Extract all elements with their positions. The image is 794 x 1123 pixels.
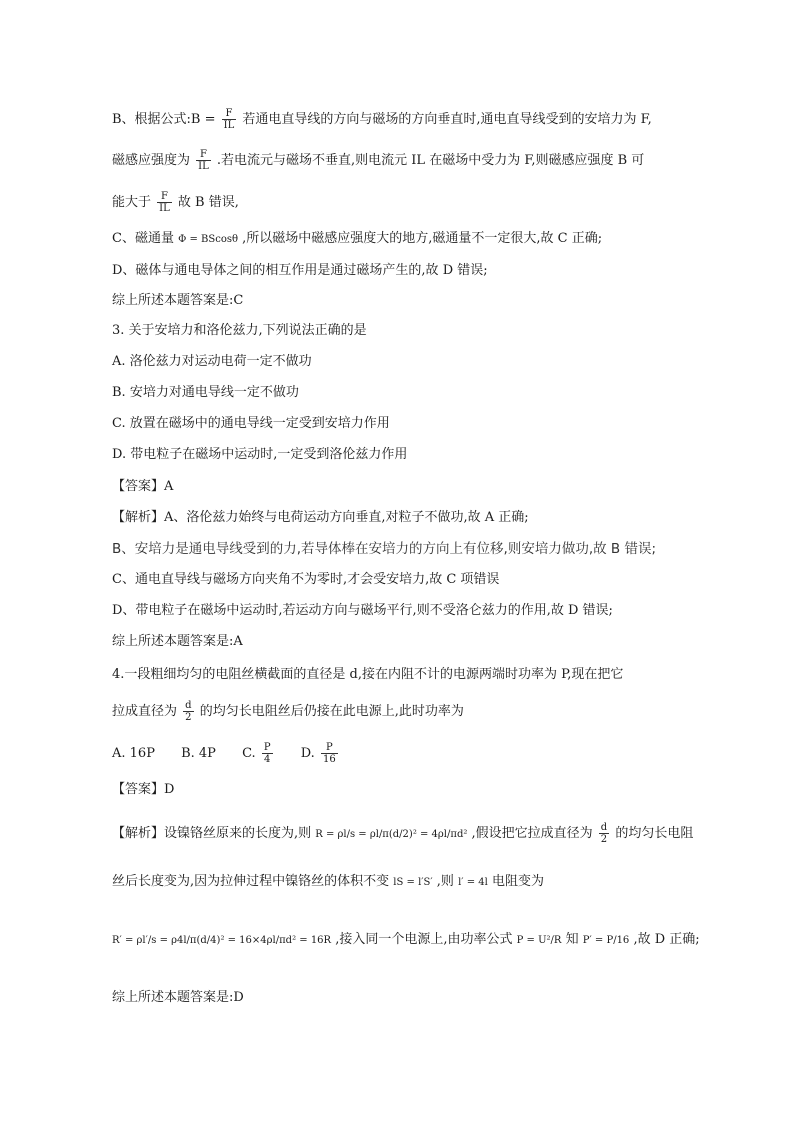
fraction-numerator: P — [321, 742, 338, 754]
option-c: C. 放置在磁场中的通电导线一定受到安培力作用 — [112, 416, 390, 431]
explanation-line — [112, 930, 700, 951]
formula: R = ρl/s = ρl/π(d/2)² = 4ρl/πd² — [315, 829, 468, 840]
text-span: 若通电直导线的方向与磁场的方向垂直时,通电直导线受到的安培力为 F, — [242, 112, 652, 127]
answer-summary: 综上所述本题答案是:C — [112, 293, 244, 308]
options-row — [112, 742, 340, 765]
text-span: ,接入同一个电源上,由功率公式 — [335, 932, 513, 947]
answer: 【答案】D — [112, 782, 175, 797]
fraction-numerator: F — [222, 108, 237, 120]
option-d: D. — [300, 746, 315, 761]
fraction — [262, 742, 273, 765]
fraction-denominator: 2 — [600, 834, 608, 845]
text-span: 故 B 错误, — [177, 195, 239, 210]
option-c: C. — [242, 746, 256, 761]
text-span: 知 — [565, 932, 579, 947]
option-b: B. 安培力对通电导线一定不做功 — [112, 385, 299, 400]
formula: Φ = BScosθ — [178, 234, 239, 245]
text-span: B、根据公式:B = — [112, 112, 220, 127]
explanation-line — [112, 822, 693, 845]
text-span: ,则 — [436, 874, 454, 889]
option-a: A. 16P — [112, 746, 155, 761]
text-span: 丝后长度变为,因为拉伸过程中镍铬丝的体积不变 — [112, 874, 390, 889]
answer: 【答案】A — [112, 479, 174, 494]
explanation-line: D、带电粒子在磁场中运动时,若运动方向与磁场平行,则不受洛仑兹力的作用,故 D 错误; — [112, 603, 613, 618]
answer-summary: 综上所述本题答案是:A — [112, 634, 243, 649]
fraction-numerator: d — [600, 822, 608, 833]
fraction — [157, 191, 172, 214]
text-span: ,假设把它拉成直径为 — [471, 826, 593, 841]
formula: P′ = P/16 — [582, 935, 630, 946]
text-span: ,故 D 正确; — [633, 932, 700, 947]
question-4: 4.一段粗细均匀的电阻丝横截面的直径是 d,接在内阻不计的电源两端时功率为 P,现在把它 — [112, 667, 624, 682]
text-span: 的均匀长电阻 — [615, 826, 694, 841]
fraction — [599, 822, 609, 845]
fraction — [321, 742, 338, 765]
formula: R′ = ρl′/s = ρ4l/π(d/4)² = 16×4ρl/πd² = 16R — [112, 935, 332, 946]
text-span: 电阻变为 — [491, 874, 544, 889]
explanation-line: 【解析】A、洛伦兹力始终与电荷运动方向垂直,对粒子不做功,故 A 正确; — [112, 510, 529, 525]
question-3: 3. 关于安培力和洛伦兹力,下列说法正确的是 — [112, 323, 367, 338]
formula: l′ = 4l — [458, 877, 488, 888]
explanation-line — [112, 872, 544, 893]
explanation-line: B、安培力是通电导线受到的力,若导体棒在安培力的方向上有位移,则安培力做功,故 B 错误; — [112, 541, 657, 557]
fraction-denominator: 16 — [322, 754, 336, 765]
fraction — [183, 700, 193, 723]
fraction-numerator: F — [157, 191, 172, 203]
fraction-numerator: F — [196, 149, 211, 161]
explanation-line: C、通电直导线与磁场方向夹角不为零时,才会受安培力,故 C 项错误 — [112, 572, 500, 587]
fraction-denominator: IL — [198, 161, 209, 172]
option-a: A. 洛伦兹力对运动电荷一定不做功 — [112, 354, 312, 369]
text-span: .若电流元与磁场不垂直,则电流元 IL 在磁场中受力为 F,则磁感应强度 B 可 — [216, 153, 645, 168]
text-span: 拉成直径为 — [112, 704, 178, 719]
fraction-denominator: IL — [159, 203, 170, 214]
text-line — [112, 149, 644, 172]
fraction — [222, 108, 237, 131]
fraction-numerator: P — [263, 742, 271, 753]
fraction-denominator: 2 — [185, 712, 192, 723]
text-line — [112, 229, 602, 250]
text-span: 的均匀长电阻丝后仍接在此电源上,此时功率为 — [199, 704, 464, 719]
text-span: 磁感应强度为 — [112, 153, 191, 168]
text-span: 能大于 — [112, 195, 152, 210]
text-span: 【解析】设镍铬丝原来的长度为,则 — [112, 826, 312, 841]
formula: P = U²/R — [516, 935, 562, 946]
fraction-denominator: 4 — [264, 754, 271, 765]
formula: lS = l′S′ — [393, 877, 433, 888]
text-span: ,所以磁场中磁感应强度大的地方,磁通量不一定很大,故 C 正确; — [242, 231, 603, 246]
option-d: D. 带电粒子在磁场中运动时,一定受到洛伦兹力作用 — [112, 447, 408, 462]
text-span: C、磁通量 — [112, 231, 174, 246]
text-line — [112, 191, 239, 214]
fraction-numerator: d — [185, 700, 192, 711]
answer-summary: 综上所述本题答案是:D — [112, 990, 244, 1005]
fraction — [196, 149, 211, 172]
text-line: D、磁体与通电导体之间的相互作用是通过磁场产生的,故 D 错误; — [112, 263, 488, 278]
option-b: B. 4P — [181, 746, 216, 761]
text-line — [112, 108, 652, 131]
text-line — [112, 700, 464, 723]
fraction-denominator: IL — [223, 120, 235, 131]
